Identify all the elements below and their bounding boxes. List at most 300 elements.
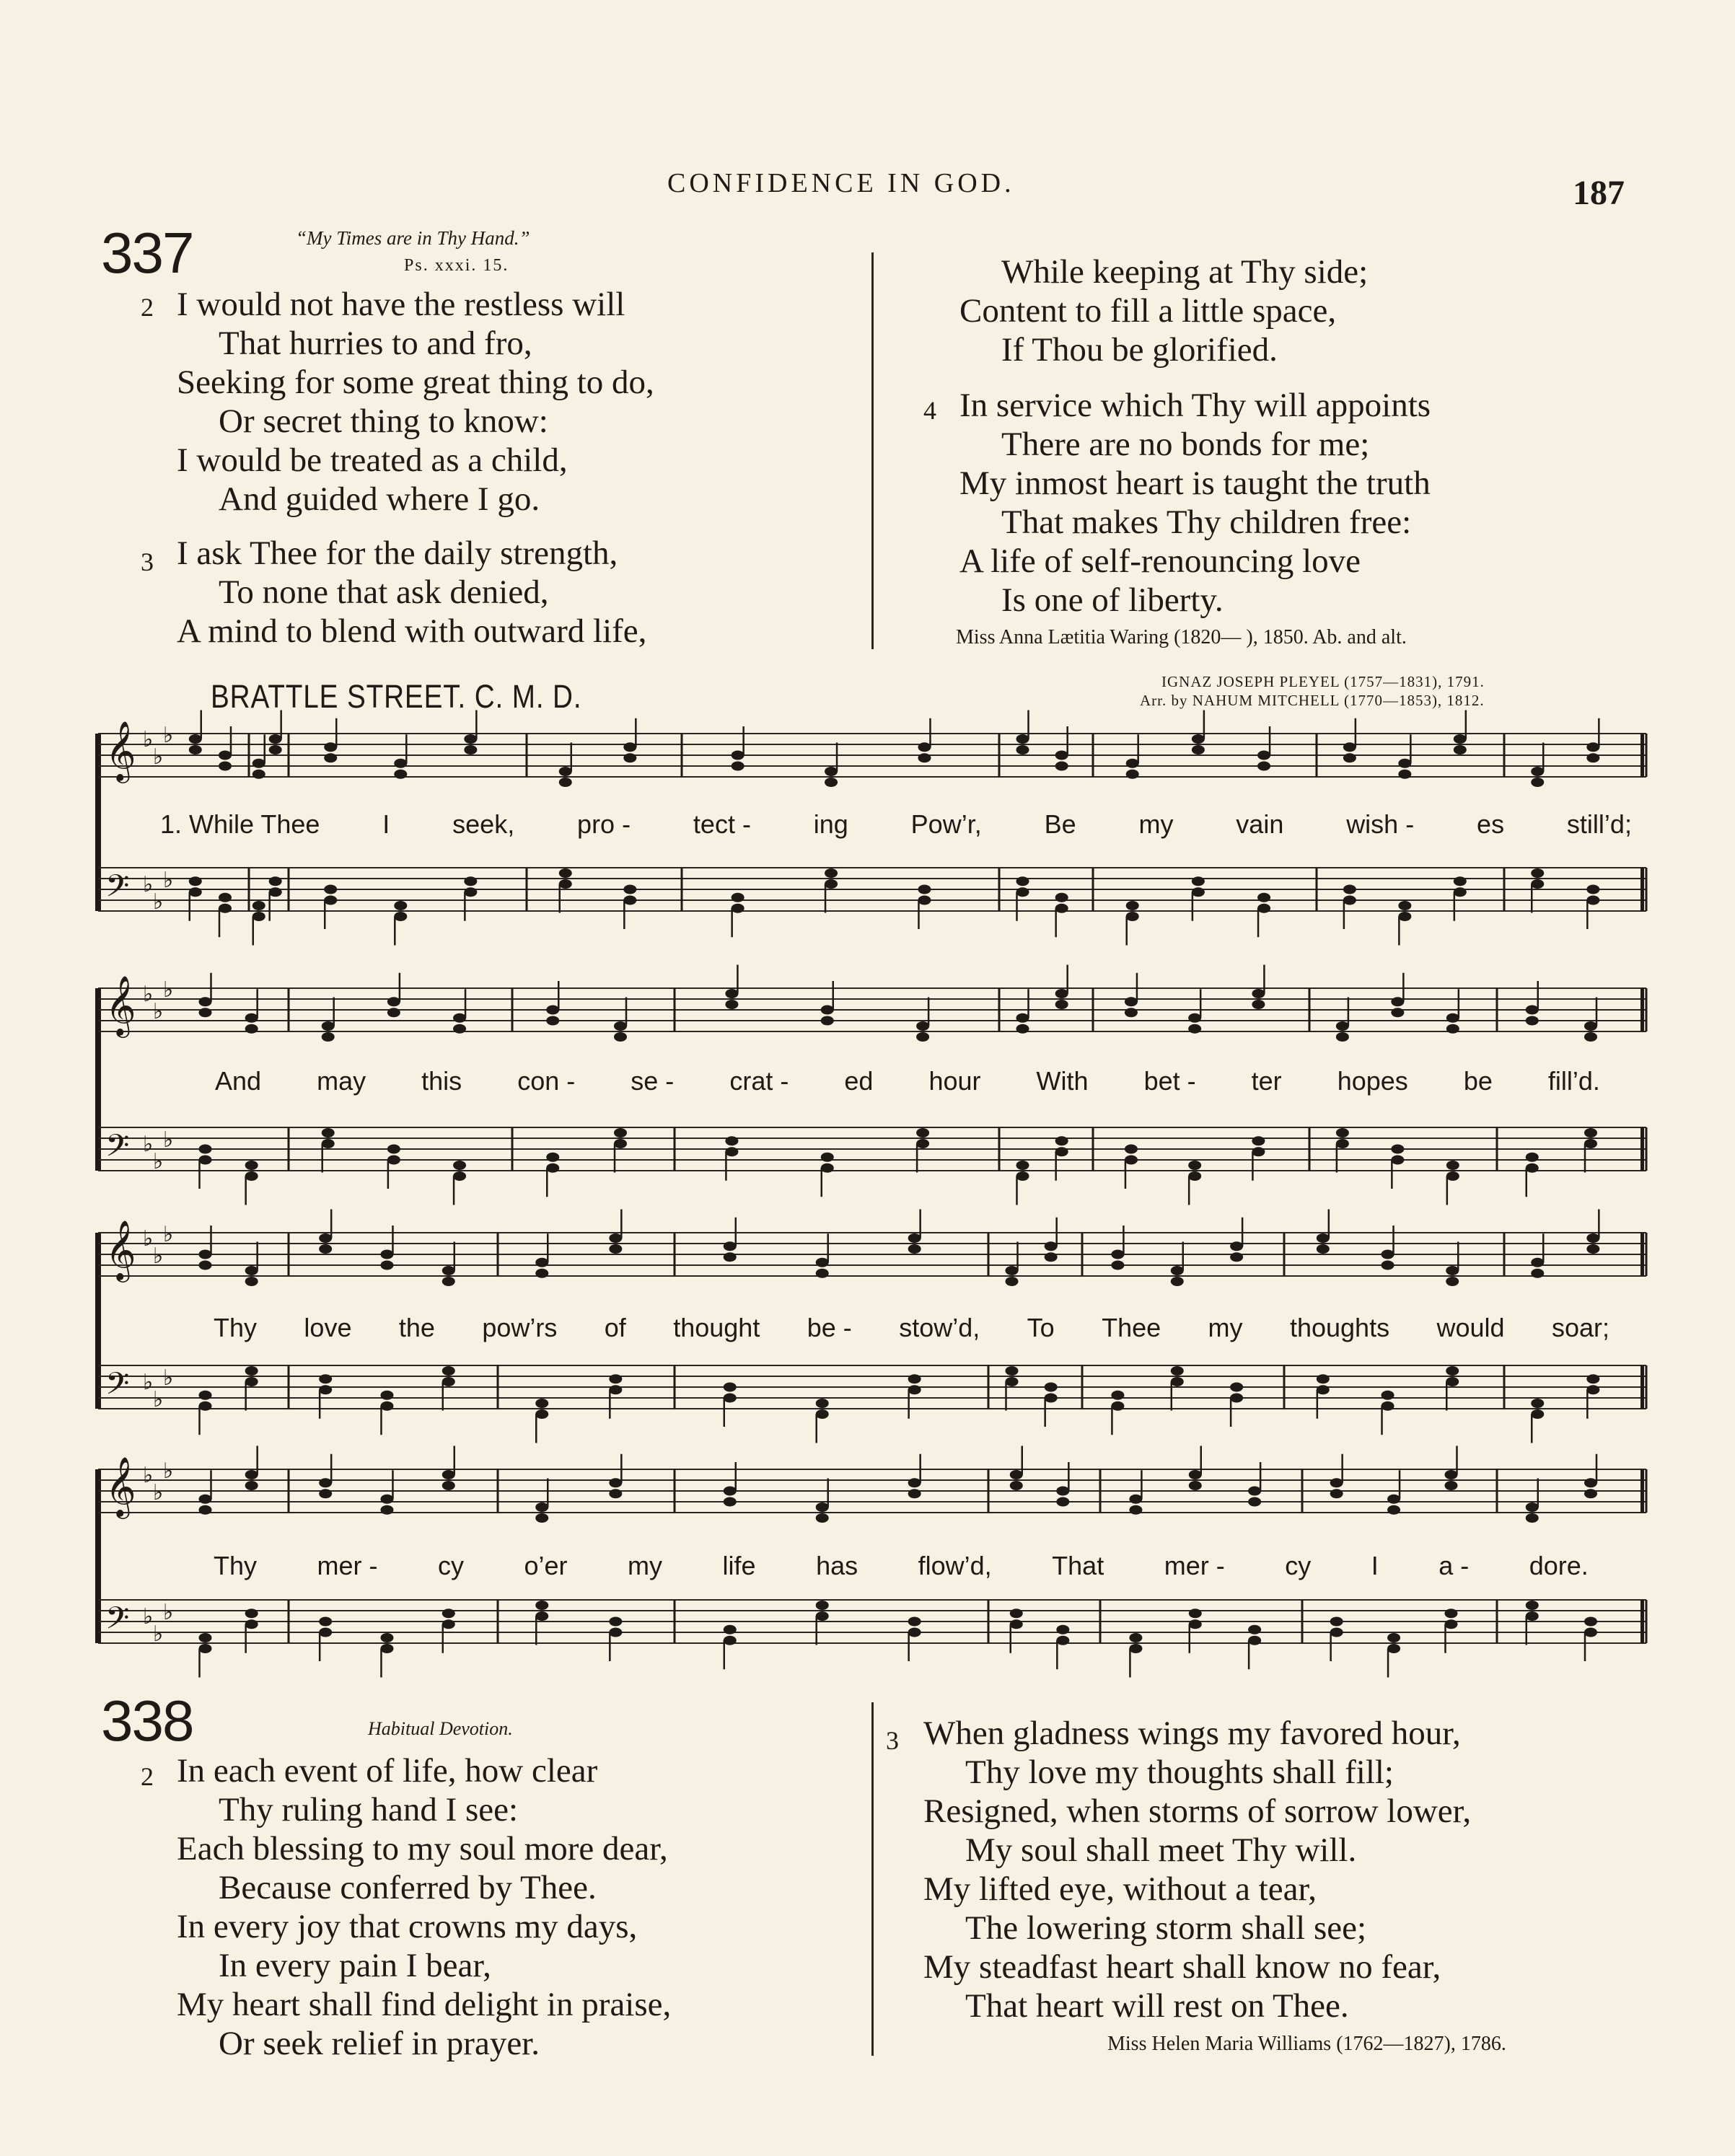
- notehead: [546, 1153, 559, 1162]
- notehead: [1446, 1377, 1459, 1386]
- notehead: [1584, 1628, 1597, 1637]
- notehead: [546, 1006, 559, 1015]
- hymn-337-reference: Ps. xxxi. 15.: [404, 256, 509, 275]
- notehead: [1317, 1374, 1330, 1383]
- notehead: [1586, 885, 1599, 894]
- verse-line: In service which Thy will appoints: [959, 387, 1431, 424]
- notehead: [199, 1644, 212, 1653]
- notehead: [1584, 1489, 1597, 1498]
- notehead: [1526, 1502, 1539, 1512]
- lyric-row-3: [214, 1313, 1609, 1343]
- notehead: [394, 901, 407, 910]
- notehead: [245, 1024, 258, 1034]
- notehead: [724, 1252, 737, 1262]
- notehead: [464, 734, 477, 744]
- notehead: [1016, 1013, 1029, 1023]
- hymn-337-motto: “My Times are in Thy Hand.”: [296, 227, 530, 249]
- lyric-word: ter: [1251, 1066, 1282, 1096]
- notehead: [1055, 1136, 1068, 1145]
- notehead: [1252, 1147, 1265, 1156]
- verse-line: I would be treated as a child,: [177, 441, 568, 479]
- barline: [1640, 1127, 1644, 1171]
- flat-icon: ♭: [163, 1365, 174, 1391]
- notehead: [1336, 1032, 1349, 1042]
- notehead: [724, 1636, 737, 1645]
- notehead: [245, 1013, 258, 1023]
- lyric-word: has: [816, 1551, 858, 1580]
- barline: [1640, 1469, 1644, 1513]
- lyric-word: my: [1208, 1313, 1243, 1342]
- notehead: [614, 1139, 627, 1148]
- notehead: [219, 893, 232, 902]
- notehead: [252, 759, 265, 768]
- notehead: [918, 885, 931, 894]
- notehead: [322, 1128, 335, 1138]
- notehead: [1330, 1478, 1343, 1487]
- notehead: [559, 879, 572, 889]
- notehead: [1248, 1497, 1261, 1507]
- notehead: [1317, 1385, 1330, 1394]
- notehead: [821, 1153, 834, 1162]
- notehead: [1006, 1277, 1019, 1286]
- notehead: [219, 904, 232, 913]
- notehead: [816, 1258, 829, 1267]
- notehead: [387, 1156, 400, 1165]
- notehead: [245, 1161, 258, 1170]
- notehead: [1055, 904, 1068, 913]
- notehead: [464, 887, 477, 897]
- verse-line: In every pain I bear,: [219, 1947, 491, 1984]
- hymn-338-motto: Habitual Devotion.: [368, 1718, 513, 1739]
- verse-line: I ask Thee for the daily strength,: [177, 534, 618, 572]
- lyric-row-4: [214, 1551, 1589, 1581]
- verse-line: Thy love my thoughts shall fill;: [965, 1754, 1394, 1791]
- flat-icon: ♭: [143, 1370, 154, 1395]
- notehead: [199, 997, 212, 1006]
- notehead: [916, 1021, 929, 1031]
- lyric-word: hour: [928, 1066, 981, 1096]
- stanza-number: 3: [886, 1726, 899, 1755]
- lyric-word: still’d;: [1566, 809, 1632, 839]
- verse-line: Because conferred by Thee.: [219, 1869, 597, 1906]
- notehead: [1343, 742, 1356, 752]
- tune-arranger: Arr. by NAHUM MITCHELL (1770—1853), 1812.: [1140, 692, 1485, 709]
- notehead: [324, 742, 337, 752]
- notehead: [724, 1487, 737, 1496]
- bass-clef-icon: 𝄢: [105, 1366, 130, 1409]
- flat-icon: ♭: [163, 1222, 174, 1247]
- notehead: [322, 1139, 335, 1148]
- lyric-word: vain: [1236, 809, 1284, 839]
- notehead: [1586, 896, 1599, 905]
- barline: [1640, 1233, 1644, 1276]
- verse-line: Is one of liberty.: [1001, 581, 1224, 619]
- notehead: [609, 1628, 622, 1637]
- notehead: [1248, 1625, 1261, 1634]
- notehead: [535, 1258, 548, 1267]
- notehead: [1010, 1609, 1023, 1618]
- notehead: [199, 1156, 212, 1165]
- notehead: [1055, 762, 1068, 771]
- notehead: [1125, 997, 1138, 1006]
- verse-line: A life of self-renouncing love: [959, 542, 1361, 580]
- notehead: [1055, 751, 1068, 760]
- notehead: [1010, 1619, 1023, 1629]
- verse-line: Seeking for some great thing to do,: [177, 364, 654, 401]
- notehead: [825, 778, 838, 787]
- stanza-number: 4: [923, 396, 936, 425]
- notehead: [1382, 1250, 1394, 1259]
- notehead: [442, 1619, 455, 1629]
- treble-clef-icon: 𝄞: [105, 1219, 136, 1280]
- notehead: [1171, 1377, 1184, 1386]
- notehead: [1189, 1609, 1202, 1618]
- notehead: [1526, 1163, 1539, 1173]
- notehead: [269, 734, 282, 744]
- notehead: [908, 1233, 921, 1243]
- notehead: [442, 1609, 455, 1618]
- notehead: [1125, 1156, 1138, 1165]
- notehead: [623, 885, 636, 894]
- notehead: [189, 876, 202, 886]
- notehead: [269, 876, 282, 886]
- notehead: [1016, 1161, 1029, 1170]
- system-brace: [95, 1469, 101, 1643]
- verse-line: That makes Thy children free:: [1001, 503, 1412, 541]
- notehead: [442, 1277, 455, 1286]
- notehead: [1531, 1409, 1544, 1419]
- notehead: [1330, 1628, 1343, 1637]
- notehead: [725, 1136, 738, 1145]
- notehead: [1010, 1470, 1023, 1479]
- notehead: [725, 1000, 738, 1009]
- treble-clef-icon: 𝄞: [105, 974, 136, 1035]
- notehead: [535, 1513, 548, 1523]
- lyric-word: crat -: [729, 1066, 789, 1096]
- notehead: [1171, 1277, 1184, 1286]
- flat-icon: ♭: [153, 1622, 164, 1647]
- notehead: [724, 1383, 737, 1392]
- notehead: [1129, 1644, 1142, 1653]
- verse-line: There are no bonds for me;: [1001, 426, 1370, 463]
- notehead: [1016, 1024, 1029, 1034]
- notehead: [1125, 1145, 1138, 1154]
- notehead: [918, 742, 931, 752]
- notehead: [918, 896, 931, 905]
- notehead: [732, 751, 744, 760]
- notehead: [1129, 1633, 1142, 1642]
- notehead: [387, 1145, 400, 1154]
- notehead: [1336, 1139, 1349, 1148]
- notehead: [245, 1266, 258, 1275]
- notehead: [1189, 1481, 1202, 1490]
- notehead: [1446, 1277, 1459, 1286]
- notehead: [464, 745, 477, 754]
- notehead: [908, 1374, 921, 1383]
- notehead: [1526, 1153, 1539, 1162]
- notehead: [908, 1244, 921, 1254]
- notehead: [324, 896, 337, 905]
- notehead: [1531, 868, 1544, 878]
- notehead: [535, 1502, 548, 1512]
- notehead: [199, 1633, 212, 1642]
- notehead: [1056, 1625, 1069, 1634]
- notehead: [1006, 1366, 1019, 1376]
- notehead: [199, 1145, 212, 1154]
- notehead: [1446, 1161, 1459, 1170]
- notehead: [1446, 1171, 1459, 1181]
- lyric-word: mer -: [1164, 1551, 1225, 1580]
- barline: [1640, 868, 1644, 911]
- notehead: [442, 1377, 455, 1386]
- notehead: [199, 1495, 212, 1504]
- notehead: [1252, 1136, 1265, 1145]
- lyric-word: es: [1477, 809, 1505, 839]
- notehead: [614, 1032, 627, 1042]
- lyric-word: flow’d,: [918, 1551, 992, 1580]
- verse-line: A mind to blend with outward life,: [177, 612, 647, 650]
- barline: [1640, 734, 1644, 777]
- notehead: [324, 753, 337, 762]
- hymn-338-stanza-3: [923, 1714, 1471, 2025]
- notehead: [614, 1021, 627, 1031]
- notehead: [1045, 1241, 1058, 1251]
- notehead: [319, 1628, 332, 1637]
- lyric-word: my: [628, 1551, 663, 1580]
- notehead: [1382, 1391, 1394, 1400]
- notehead: [1531, 767, 1544, 776]
- notehead: [1586, 742, 1599, 752]
- notehead: [453, 1024, 466, 1034]
- notehead: [324, 885, 337, 894]
- notehead: [609, 1374, 622, 1383]
- notehead: [1188, 1024, 1201, 1034]
- notehead: [609, 1617, 622, 1627]
- notehead: [816, 1399, 829, 1408]
- notehead: [380, 1402, 393, 1411]
- tune-name: BRATTLE STREET. C. M. D.: [211, 678, 582, 715]
- notehead: [609, 1244, 622, 1254]
- lyric-word: be: [1463, 1066, 1493, 1096]
- notehead: [245, 1481, 258, 1490]
- notehead: [380, 1633, 393, 1642]
- notehead: [821, 1016, 834, 1026]
- lyric-word: With: [1036, 1066, 1089, 1096]
- verse-line: My inmost heart is taught the truth: [959, 465, 1431, 502]
- lyric-word: cy: [438, 1551, 465, 1580]
- treble-clef-icon: 𝄞: [105, 720, 136, 780]
- notehead: [623, 896, 636, 905]
- system-brace: [95, 1233, 101, 1409]
- notehead: [535, 1601, 548, 1610]
- notehead: [1126, 901, 1139, 910]
- notehead: [453, 1013, 466, 1023]
- notehead: [908, 1385, 921, 1394]
- verse-line: If Thou be glorified.: [1001, 331, 1278, 369]
- notehead: [1398, 759, 1411, 768]
- notehead: [825, 767, 838, 776]
- notehead: [1111, 1261, 1124, 1270]
- notehead: [1257, 893, 1270, 902]
- flat-icon: ♭: [143, 872, 154, 897]
- notehead: [1006, 1266, 1019, 1275]
- notehead: [380, 1261, 393, 1270]
- notehead: [245, 1619, 258, 1629]
- notehead: [559, 778, 572, 787]
- tune-composer: IGNAZ JOSEPH PLEYEL (1757—1831), 1791.: [1161, 673, 1485, 690]
- notehead: [380, 1391, 393, 1400]
- notehead: [1230, 1383, 1243, 1392]
- notehead: [1248, 1636, 1261, 1645]
- notehead: [1584, 1128, 1597, 1138]
- notehead: [1526, 1611, 1539, 1621]
- notehead: [1330, 1489, 1343, 1498]
- notehead: [1584, 1139, 1597, 1148]
- system-brace: [95, 988, 101, 1171]
- flat-icon: ♭: [153, 1244, 164, 1269]
- hymn-number-338: 338: [101, 1689, 193, 1753]
- notehead: [1336, 1128, 1349, 1138]
- notehead: [1126, 770, 1139, 779]
- notehead: [219, 751, 232, 760]
- notehead: [380, 1495, 393, 1504]
- lyric-row-2: [215, 1066, 1600, 1096]
- notehead: [1055, 1000, 1068, 1009]
- notehead: [725, 1147, 738, 1156]
- notehead: [1045, 1252, 1058, 1262]
- notehead: [1531, 879, 1544, 889]
- notehead: [1230, 1241, 1243, 1251]
- notehead: [1343, 753, 1356, 762]
- notehead: [1056, 1497, 1069, 1507]
- notehead: [724, 1497, 737, 1507]
- notehead: [319, 1233, 332, 1243]
- notehead: [1010, 1481, 1023, 1490]
- notehead: [1192, 745, 1205, 754]
- notehead: [1016, 887, 1029, 897]
- verse-line: Thy ruling hand I see:: [219, 1791, 519, 1829]
- notehead: [1398, 912, 1411, 921]
- notehead: [816, 1513, 829, 1523]
- stanza-number: 2: [141, 1762, 154, 1791]
- notehead: [1055, 1147, 1068, 1156]
- lyric-word: wish -: [1346, 809, 1415, 839]
- lyric-word: a -: [1438, 1551, 1470, 1580]
- notehead: [1125, 1008, 1138, 1017]
- lyric-word: se -: [631, 1066, 675, 1096]
- lyric-word: I: [1371, 1551, 1379, 1580]
- notehead: [1586, 1244, 1599, 1254]
- flat-icon: ♭: [153, 1149, 164, 1174]
- verse-line: My heart shall find delight in praise,: [177, 1986, 672, 2023]
- verse-line: To none that ask denied,: [219, 573, 549, 611]
- flat-icon: ♭: [143, 1132, 154, 1157]
- notehead: [1230, 1252, 1243, 1262]
- flat-icon: ♭: [143, 1226, 154, 1251]
- verse-line: And guided where I go.: [219, 480, 540, 518]
- notehead: [1584, 1478, 1597, 1487]
- flat-icon: ♭: [153, 744, 164, 770]
- lyric-word: fill’d.: [1547, 1066, 1600, 1096]
- notehead: [319, 1385, 332, 1394]
- lyric-word: be -: [807, 1313, 852, 1342]
- notehead: [245, 1366, 258, 1376]
- notehead: [1531, 1258, 1544, 1267]
- lyric-word: That: [1052, 1551, 1104, 1580]
- flat-icon: ♭: [153, 1480, 164, 1505]
- notehead: [1391, 997, 1404, 1006]
- stanza-number: 3: [141, 547, 154, 576]
- verse-line: That hurries to and fro,: [219, 325, 532, 362]
- notehead: [1006, 1377, 1019, 1386]
- lyric-word: 1. While Thee: [160, 809, 320, 839]
- verse-line: In every joy that crowns my days,: [177, 1908, 638, 1945]
- lyric-word: soar;: [1551, 1313, 1609, 1342]
- notehead: [1192, 876, 1205, 886]
- notehead: [1446, 1024, 1459, 1034]
- notehead: [199, 1391, 212, 1400]
- notehead: [453, 1171, 466, 1181]
- flat-icon: ♭: [143, 982, 154, 1007]
- bass-clef-icon: 𝄢: [105, 868, 130, 912]
- lyric-word: Be: [1044, 809, 1076, 839]
- notehead: [1531, 778, 1544, 787]
- verse-line: That heart will rest on Thee.: [965, 1987, 1349, 2025]
- notehead: [1446, 1266, 1459, 1275]
- flat-icon: ♭: [153, 889, 164, 915]
- notehead: [442, 1366, 455, 1376]
- notehead: [1189, 1619, 1202, 1629]
- running-head: CONFIDENCE IN GOD.: [667, 168, 1015, 198]
- verse-line: Or secret thing to know:: [219, 402, 548, 440]
- flat-icon: ♭: [163, 1127, 174, 1153]
- stanza-number: 2: [141, 293, 154, 322]
- notehead: [245, 1171, 258, 1181]
- flat-icon: ♭: [163, 977, 174, 1003]
- notehead: [1391, 1156, 1404, 1165]
- notehead: [1257, 904, 1270, 913]
- flat-icon: ♭: [153, 1387, 164, 1412]
- notehead: [1531, 1399, 1544, 1408]
- notehead: [816, 1611, 829, 1621]
- notehead: [725, 989, 738, 998]
- flat-icon: ♭: [163, 1458, 174, 1484]
- notehead: [1126, 912, 1139, 921]
- notehead: [1444, 1619, 1457, 1629]
- page-number: 187: [1573, 174, 1625, 212]
- notehead: [387, 1008, 400, 1017]
- flat-icon: ♭: [153, 999, 164, 1024]
- notehead: [442, 1481, 455, 1490]
- lyric-word: pro -: [577, 809, 631, 839]
- hymn-number-337: 337: [101, 221, 193, 285]
- notehead: [1382, 1402, 1394, 1411]
- lyric-word: pow’rs: [482, 1313, 558, 1342]
- notehead: [1584, 1032, 1597, 1042]
- notehead: [1188, 1013, 1201, 1023]
- notehead: [825, 879, 838, 889]
- notehead: [908, 1489, 921, 1498]
- lyric-word: I: [382, 809, 390, 839]
- notehead: [816, 1409, 829, 1419]
- notehead: [319, 1489, 332, 1498]
- notehead: [1257, 762, 1270, 771]
- notehead: [269, 887, 282, 897]
- notehead: [199, 1250, 212, 1259]
- verse-line: In each event of life, how clear: [177, 1752, 598, 1790]
- notehead: [1016, 745, 1029, 754]
- notehead: [816, 1601, 829, 1610]
